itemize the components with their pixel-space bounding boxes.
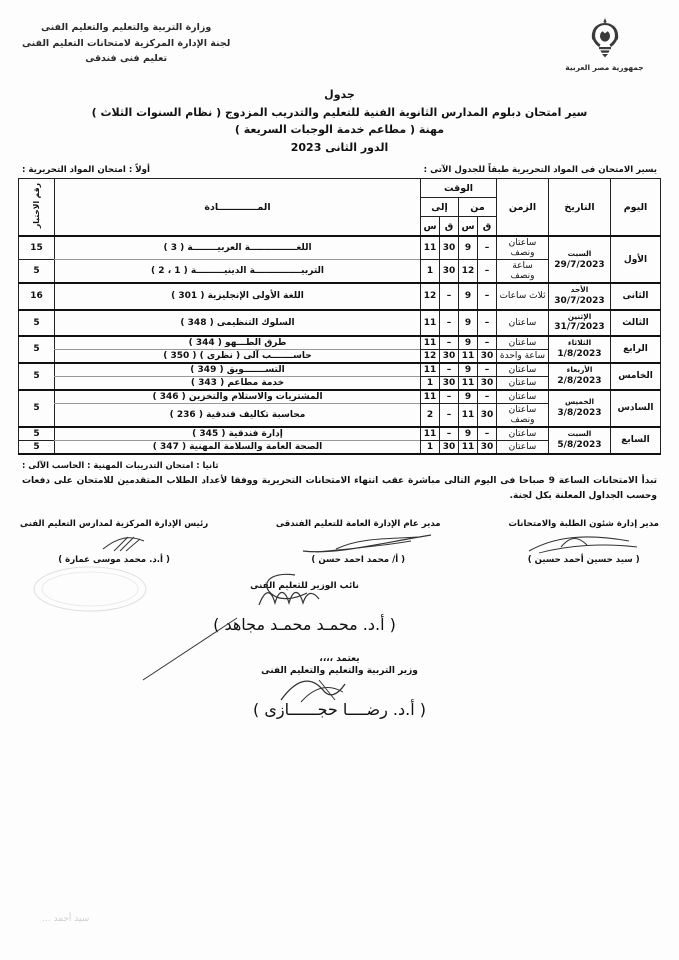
th-number <box>19 179 55 237</box>
cell-to-hour: 1 <box>421 376 440 390</box>
cell-day-name: الأحد <box>570 285 589 295</box>
signature-name: ( أ/ محمد احمد حسن ) <box>311 555 406 566</box>
cell-date: السبت 29/7/2023 <box>549 236 611 283</box>
cell-duration: ساعتان <box>497 336 549 350</box>
cell-from-hour: 11 <box>459 376 478 390</box>
th-to: إلى <box>421 198 459 217</box>
cell-from-minute: 30 <box>478 440 497 454</box>
cell-day: الرابع <box>611 336 661 363</box>
cell-to-minute: 30 <box>440 260 459 284</box>
handwritten-signature-icon <box>509 531 659 557</box>
cell-duration: ثلاث ساعات <box>497 283 549 309</box>
cell-from-hour: 9 <box>459 363 478 377</box>
cell-subject: خدمة مطاعم ( 343 ) <box>55 376 421 390</box>
cell-number: 5 <box>19 336 55 363</box>
signature-central-admin <box>20 519 208 565</box>
cell-duration: ساعتان <box>497 390 549 404</box>
above-table-notes <box>0 165 679 175</box>
ministry-heading <box>22 20 230 67</box>
cell-from-hour: 11 <box>459 440 478 454</box>
cell-to-minute: – <box>440 310 459 336</box>
cell-day-name: الثلاثاء <box>567 338 592 348</box>
cell-to-hour: 11 <box>421 236 440 260</box>
th-from-hour: س <box>459 217 478 237</box>
ministry-line-3: تعليم فنى فندقى <box>85 53 168 65</box>
cell-subject: حاســـــــب آلى ( نظرى ) ( 350 ) <box>55 349 421 363</box>
cell-duration: ساعتان <box>497 310 549 336</box>
signature-student-affairs <box>508 519 659 565</box>
cell-from-hour: 9 <box>459 427 478 441</box>
cell-to-minute: – <box>440 427 459 441</box>
cell-date: السبت 5/8/2023 <box>549 427 611 454</box>
cell-number: 5 <box>19 363 55 390</box>
cell-subject: التربيـــــــــــــــة الدينيـــــــــة ( 1 ، 2 ) <box>55 260 421 284</box>
cell-to-minute: – <box>440 403 459 427</box>
cell-date: الأربعاء 2/8/2023 <box>549 363 611 390</box>
th-to-minute: ق <box>440 217 459 237</box>
section-two-label: ثانيا : امتحان التدريبات المهنية : الحاسب الآلى : <box>22 459 219 470</box>
th-to-hour: س <box>421 217 440 237</box>
th-number-label: رقم الاختبار <box>31 183 41 229</box>
cell-to-minute: – <box>440 336 459 350</box>
cell-subject: التســـــــويق ( 349 ) <box>55 363 421 377</box>
cell-number: 5 <box>19 390 55 427</box>
cell-day: الثالث <box>611 310 661 336</box>
signature-name: ( سيد حسين أحمد حسين ) <box>527 555 640 566</box>
signature-name: ( أ.د. محمـد محمـد مجاهد ) <box>213 615 396 635</box>
cell-day: الأول <box>611 236 661 283</box>
cell-from-minute: 30 <box>478 349 497 363</box>
cell-subject: محاسبة تكاليف فندقية ( 236 ) <box>55 403 421 427</box>
cell-date: الأحد 30/7/2023 <box>549 283 611 309</box>
document-titles <box>0 86 679 156</box>
footer-note-body: تبدأ الامتحانات الساعة 9 صباحا فى اليوم التالى مباشرة عقب انتهاء الامتحانات التحريرية ووفقا لأعداد الطلاب المتقدمين للامتحان على دفعات وحسب الجداول المعلنة بكل لجنة. <box>22 475 657 502</box>
table-row <box>19 310 661 336</box>
cell-to-hour: 11 <box>421 390 440 404</box>
th-day: اليوم <box>611 179 661 237</box>
header-row-top <box>19 179 661 198</box>
cell-to-minute: 30 <box>440 376 459 390</box>
cell-from-hour: 11 <box>459 349 478 363</box>
cell-date: الخميس 3/8/2023 <box>549 390 611 427</box>
exam-schedule-table <box>18 178 661 454</box>
handwritten-signature-icon <box>291 531 441 557</box>
cell-from-hour: 9 <box>459 236 478 260</box>
cell-number: 5 <box>19 427 55 441</box>
cell-duration: ساعة ونصف <box>497 260 549 284</box>
cell-from-minute: 30 <box>478 376 497 390</box>
cell-to-hour: 11 <box>421 336 440 350</box>
signature-name: ( أ.د. رضــــا حجــــــازى ) <box>253 700 426 720</box>
cell-number: 5 <box>19 260 55 284</box>
cell-to-minute: 30 <box>440 440 459 454</box>
cell-subject: طرق الطـــهو ( 344 ) <box>55 336 421 350</box>
cell-from-minute: – <box>478 390 497 404</box>
approval-label: يعتمد ،،،، <box>319 654 360 665</box>
cell-date: الإثنين 31/7/2023 <box>549 310 611 336</box>
cell-to-minute: 30 <box>440 236 459 260</box>
schedule-table-wrapper <box>0 178 679 454</box>
cell-day-name: الخميس <box>564 397 595 407</box>
table-body <box>19 236 661 453</box>
cell-date: الثلاثاء 1/8/2023 <box>549 336 611 363</box>
cell-to-minute: – <box>440 363 459 377</box>
cell-from-hour: 9 <box>459 390 478 404</box>
cell-to-hour: 1 <box>421 260 440 284</box>
th-from: من <box>459 198 497 217</box>
cell-duration: ساعتان <box>497 440 549 454</box>
table-head <box>19 179 661 237</box>
table-row <box>19 283 661 309</box>
footer-notes <box>0 460 679 506</box>
cell-to-hour: 11 <box>421 427 440 441</box>
signature-minister <box>253 654 426 719</box>
cell-from-minute: – <box>478 363 497 377</box>
cell-to-minute: – <box>440 283 459 309</box>
cell-duration: ساعتان ونصف <box>497 403 549 427</box>
handwritten-signature-icon <box>58 531 208 557</box>
title-line-4: الدور الثانى 2023 <box>290 140 389 154</box>
cell-from-hour: 9 <box>459 336 478 350</box>
cell-day: الخامس <box>611 363 661 390</box>
cell-to-hour: 1 <box>421 440 440 454</box>
cell-number: 15 <box>19 236 55 260</box>
bottom-handwriting <box>42 914 89 924</box>
cell-duration: ساعتان <box>497 363 549 377</box>
handwritten-signature-icon <box>203 569 393 613</box>
th-duration: الزمن <box>497 179 549 237</box>
bottom-handwriting-text: سيد أحمد ... <box>42 914 90 924</box>
cell-from-minute: 30 <box>478 403 497 427</box>
cell-from-hour: 12 <box>459 260 478 284</box>
cell-subject: المشتريات والاستلام والتخزين ( 346 ) <box>55 390 421 404</box>
cell-to-minute: 30 <box>440 349 459 363</box>
cell-day: السادس <box>611 390 661 427</box>
th-time-group: الوقت <box>421 179 497 198</box>
signature-name: ( أ.د. محمد موسى عمارة ) <box>58 555 170 566</box>
table-row <box>19 427 661 441</box>
handwritten-signature-icon <box>271 672 391 706</box>
cell-to-hour: 2 <box>421 403 440 427</box>
signature-role: مدير إدارة شئون الطلبة والامتحانات <box>508 519 659 530</box>
cell-day: الثانى <box>611 283 661 309</box>
cell-from-minute: – <box>478 283 497 309</box>
cell-number: 5 <box>19 310 55 336</box>
section-one-label: أولاً : امتحان المواد التحريرية : <box>22 165 150 176</box>
cell-from-hour: 11 <box>459 403 478 427</box>
cell-to-hour: 11 <box>421 310 440 336</box>
cell-subject: اللغة الأولى الإنجليزية ( 301 ) <box>55 283 421 309</box>
cell-to-hour: 12 <box>421 349 440 363</box>
cell-subject: إدارة فندقية ( 345 ) <box>55 427 421 441</box>
th-date: التاريخ <box>549 179 611 237</box>
title-line-3: مهنة ( مطاعم خدمة الوجبات السريعة ) <box>234 123 445 137</box>
cell-to-hour: 12 <box>421 283 440 309</box>
cell-number: 5 <box>19 440 55 454</box>
cell-from-minute: – <box>478 310 497 336</box>
cell-from-minute: – <box>478 260 497 284</box>
cell-from-hour: 9 <box>459 283 478 309</box>
signature-hotel-education <box>276 519 441 565</box>
th-subject: المــــــــــــادة <box>55 179 421 237</box>
th-from-minute: ق <box>478 217 497 237</box>
emblem-caption: جمهورية مصر العربية <box>565 63 644 72</box>
cell-from-minute: – <box>478 236 497 260</box>
cell-from-hour: 9 <box>459 310 478 336</box>
table-row <box>19 390 661 404</box>
document-header <box>0 0 679 78</box>
cell-from-minute: – <box>478 427 497 441</box>
table-row <box>19 363 661 377</box>
cell-day-name: السبت <box>567 429 592 439</box>
table-row <box>19 336 661 350</box>
cell-to-minute: – <box>440 390 459 404</box>
ministry-line-2: لجنة الإدارة المركزية لامتحانات التعليم الفنى <box>22 37 231 49</box>
table-row <box>19 236 661 260</box>
cell-duration: ساعتان <box>497 427 549 441</box>
signature-role: نائب الوزير للتعليم الفنى <box>250 581 359 592</box>
faint-stamp-icon <box>30 565 150 613</box>
signature-minister-block <box>0 654 679 719</box>
cell-duration: ساعتان ونصف <box>497 236 549 260</box>
signature-role: وزير التربية والتعليم والتعليم الفنى <box>261 666 418 677</box>
diagonal-pen-stroke-icon <box>133 614 253 684</box>
cell-day-name: الأربعاء <box>566 365 593 375</box>
signature-row <box>0 519 679 565</box>
cell-day: السابع <box>611 427 661 454</box>
table-intro-note: يسير الامتحان فى المواد التحريرية طبقاً للجدول الآتى : <box>423 165 657 176</box>
emblem-block <box>552 16 657 72</box>
cell-number: 16 <box>19 283 55 309</box>
signature-role: مدير عام الإدارة العامة للتعليم الفندقى <box>275 519 441 530</box>
cell-subject: السلوك التنظيمى ( 348 ) <box>55 310 421 336</box>
ministry-line-1: وزارة التربية والتعليم والتعليم الفنى <box>41 22 212 33</box>
cell-to-hour: 11 <box>421 363 440 377</box>
cell-subject: اللغـــــــــــــــة العربيــــــــة ( 3 ) <box>55 236 421 260</box>
cell-from-minute: – <box>478 336 497 350</box>
cell-day-name: الإثنين <box>567 311 592 321</box>
title-line-2: سير امتحان دبلوم المدارس الثانوية الفنية للتعليم والتدريب المزدوج ( نظام السنوات الثلاث ) <box>91 105 588 119</box>
eagle-emblem-icon <box>581 16 629 62</box>
signature-role: رئيس الإدارة المركزية لمدارس التعليم الفنى <box>20 519 209 530</box>
cell-day-name: السبت <box>567 248 592 258</box>
title-line-1: جدول <box>324 88 355 101</box>
cell-duration: ساعتان <box>497 376 549 390</box>
cell-subject: الصحة العامة والسلامة المهنية ( 347 ) <box>55 440 421 454</box>
cell-duration: ساعة واحدة <box>497 349 549 363</box>
